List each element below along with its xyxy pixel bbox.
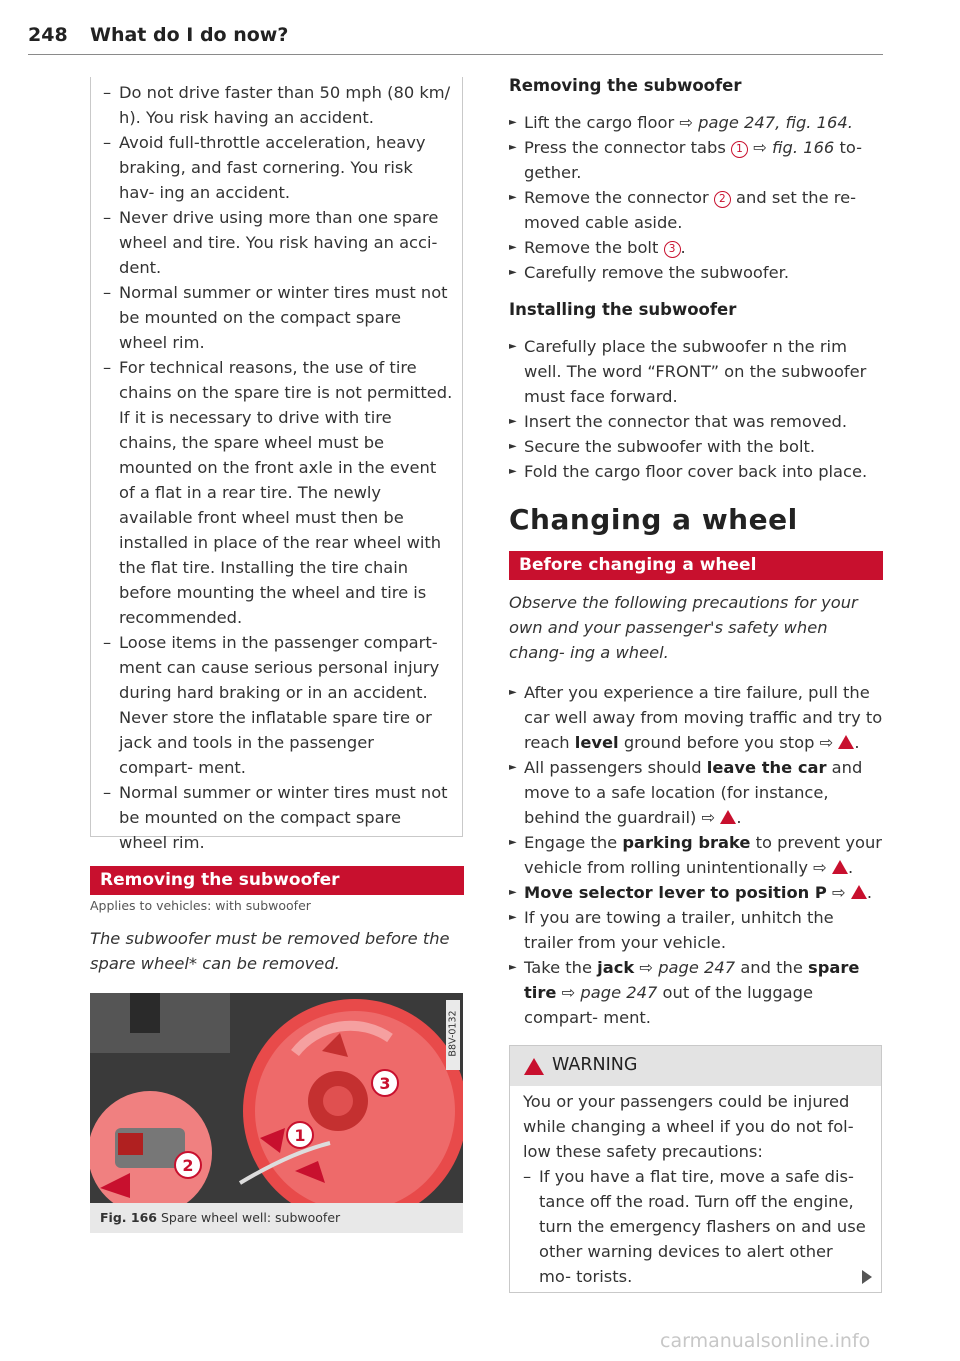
list-item bbox=[509, 755, 883, 830]
page-header bbox=[28, 22, 883, 55]
subwoofer-figure bbox=[90, 993, 463, 1203]
warning-triangle-icon bbox=[851, 885, 867, 899]
page-number: 248 bbox=[28, 24, 68, 46]
list-item bbox=[509, 235, 883, 260]
left-warning-box bbox=[90, 77, 463, 852]
warning-header bbox=[510, 1046, 881, 1086]
list-item: ► Fold the cargo floor cover back into place. bbox=[509, 459, 883, 484]
step-text: and set the re- moved cable aside. bbox=[524, 188, 857, 232]
keyword: spare tire bbox=[524, 958, 860, 1002]
figure-caption bbox=[90, 1203, 463, 1233]
list-item: – Normal summer or winter tires must not be mounted on the compact spare wheel rim. bbox=[103, 280, 453, 355]
list-item: – If you have a flat tire, move a safe dis- tance off the road. Turn off the engine, turn the emergency flashers on and use other warning devices to alert other mo- torists. bbox=[523, 1164, 868, 1289]
step-text: to- gether. bbox=[524, 138, 862, 182]
step-text: Take the bbox=[524, 958, 598, 977]
list-item: – Never drive using more than one spare wheel and tire. You risk having an acci- dent. bbox=[103, 205, 453, 280]
removing-heading: Removing the subwoofer bbox=[509, 76, 742, 95]
step-text: ⇨ bbox=[826, 883, 851, 902]
list-item bbox=[509, 110, 883, 135]
applies-to-note: Applies to vehicles: with subwoofer bbox=[90, 898, 311, 913]
step-text: to prevent your vehicle from rolling unintentionally ⇨ bbox=[524, 833, 882, 877]
removing-subwoofer-bar: Removing the subwoofer bbox=[90, 866, 464, 895]
list-item bbox=[509, 185, 883, 235]
list-item: ► Secure the subwoofer with the bolt. bbox=[509, 434, 883, 459]
warning-triangle-icon bbox=[832, 860, 848, 874]
step-text: Engage the bbox=[524, 833, 623, 852]
figure-label: Fig. 166 bbox=[100, 1210, 157, 1225]
continue-arrow-icon bbox=[862, 1270, 872, 1284]
warning-box bbox=[509, 1045, 882, 1293]
list-item: ► If you are towing a trailer, unhitch the trailer from your vehicle. bbox=[509, 905, 883, 955]
list-item: – Normal summer or winter tires must not be mounted on the compact spare wheel rim. bbox=[103, 780, 453, 855]
warning-list bbox=[523, 1164, 868, 1289]
callout-number: 2 bbox=[714, 191, 731, 208]
figure-code-tab bbox=[446, 1000, 460, 1070]
list-item bbox=[509, 830, 883, 880]
figure-callout-1: 1 bbox=[294, 1126, 306, 1145]
page-reference[interactable]: ⇨ page 247 bbox=[634, 958, 736, 977]
list-item: ► Carefully place the subwoofer n the rim well. The word “FRONT” on the subwoofer must face forward. bbox=[509, 334, 883, 409]
subwoofer-illustration bbox=[90, 993, 463, 1203]
figure-callout-2: 2 bbox=[182, 1156, 194, 1175]
list-item bbox=[509, 680, 883, 755]
step-text: and the bbox=[735, 958, 809, 977]
keyword: level bbox=[574, 733, 619, 752]
step-text: Remove the bolt bbox=[524, 238, 664, 257]
list-item: – Do not drive faster than 50 mph (80 km/ h). You risk having an accident. bbox=[103, 80, 453, 130]
step-text: Lift the cargo floor bbox=[524, 113, 680, 132]
chapter-title: What do I do now? bbox=[90, 24, 289, 46]
keyword: leave the car bbox=[706, 758, 827, 777]
warning-triangle-icon bbox=[524, 1058, 544, 1075]
warning-triangle-icon bbox=[720, 810, 736, 824]
step-text: out of the luggage compart- ment. bbox=[524, 983, 813, 1027]
page-reference[interactable]: ⇨ page 247 bbox=[556, 983, 658, 1002]
installing-heading: Installing the subwoofer bbox=[509, 300, 737, 319]
list-item bbox=[509, 955, 883, 1030]
figure-code: B8V-0132 bbox=[447, 1010, 459, 1057]
changing-wheel-title: Changing a wheel bbox=[509, 503, 798, 536]
step-text: . bbox=[854, 733, 860, 752]
keyword: Move selector lever to position P bbox=[524, 883, 827, 902]
step-text: . bbox=[680, 238, 686, 257]
step-text: All passengers should bbox=[524, 758, 707, 777]
removing-steps bbox=[509, 110, 883, 285]
removing-intro: The subwoofer must be removed before the spare wheel* can be removed. bbox=[90, 929, 450, 973]
page-reference[interactable]: ⇨ page 247, fig. 164. bbox=[679, 113, 853, 132]
list-item: – For technical reasons, the use of tire chains on the spare tire is not permitted. If it is necessary to drive with tire chains, the spare wheel must be mounted on the front axle in the event of a flat in a rear tire. The newly available front wheel must then be installed in place of the rear wheel with the flat tire. Installing the tire chain before mounting the wheel and tire is recommended. bbox=[103, 355, 453, 630]
list-item bbox=[509, 880, 883, 905]
step-text: Press the connector tabs bbox=[524, 138, 732, 157]
warning-intro: You or your passengers could be injured while changing a wheel if you do not fol- low these safety precautions: bbox=[523, 1092, 854, 1161]
list-item: – Loose items in the passenger compart- ment can cause serious personal injury during hard braking or in an accident. Never store the inflatable spare tire or jack and tools in the passenger compart- ment. bbox=[103, 630, 453, 780]
installing-steps bbox=[509, 334, 883, 484]
step-text: . bbox=[866, 883, 873, 902]
list-item: ► Insert the connector that was removed. bbox=[509, 409, 883, 434]
before-changing-bar: Before changing a wheel bbox=[509, 551, 883, 580]
warning-body bbox=[523, 1089, 868, 1289]
list-item: – Avoid full-throttle acceleration, heavy braking, and fast cornering. You risk hav- ing an accident. bbox=[103, 130, 453, 205]
keyword: parking brake bbox=[622, 833, 751, 852]
step-text: . bbox=[847, 858, 854, 877]
changing-steps bbox=[509, 680, 883, 1030]
keyword: jack bbox=[597, 958, 635, 977]
figure-reference[interactable]: ⇨ fig. 166 bbox=[748, 138, 835, 157]
warning-triangle-icon bbox=[838, 735, 854, 749]
step-text: After you experience a tire failure, pull the car well away from moving traffic and try to reach bbox=[524, 683, 883, 752]
figure-caption-text: Spare wheel well: subwoofer bbox=[160, 1210, 341, 1225]
changing-intro: Observe the following precautions for your own and your passenger's safety when chang- ing a wheel. bbox=[509, 593, 858, 662]
figure-callout-3: 3 bbox=[379, 1074, 391, 1093]
step-text: and move to a safe location (for instance, behind the guardrail) ⇨ bbox=[524, 758, 863, 827]
callout-number: 1 bbox=[731, 141, 748, 158]
list-item bbox=[509, 135, 883, 185]
step-text: Remove the connector bbox=[524, 188, 714, 207]
left-warning-list bbox=[103, 80, 453, 855]
callout-number: 3 bbox=[664, 241, 681, 258]
list-item: ► Carefully remove the subwoofer. bbox=[509, 260, 883, 285]
step-text: . bbox=[736, 808, 742, 827]
warning-label: WARNING bbox=[552, 1055, 638, 1075]
watermark: carmanualsonline.info bbox=[660, 1330, 871, 1352]
step-text: ground before you stop ⇨ bbox=[618, 733, 839, 752]
